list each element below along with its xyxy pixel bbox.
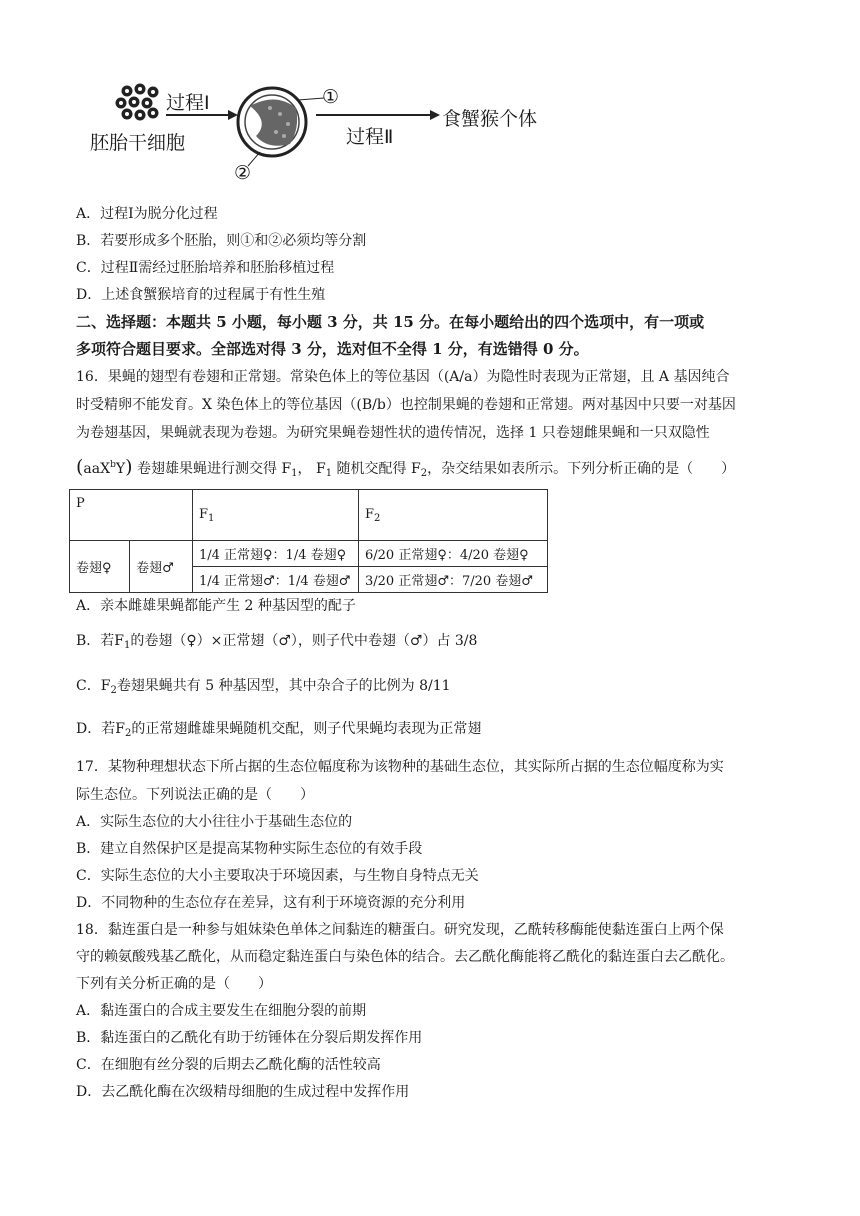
- q18-stem-line-2: 守的赖氨酸残基乙酰化，从而稳定黏连蛋白与染色体的结合。去乙酰化酶能将乙酰化的黏连蛋白去乙酰化。: [76, 949, 734, 965]
- q18-option-a: A．黏连蛋白的合成主要发生在细胞分裂的前期: [76, 1003, 367, 1019]
- q16-line4-a: 卷翅雄果蝇进行测交得: [136, 461, 277, 477]
- f2-symbol: $F_2$: [410, 461, 428, 479]
- table-header-p: P: [70, 490, 193, 541]
- q15-option-a: A．过程Ⅰ为脱分化过程: [76, 206, 218, 222]
- q17-option-a: A．实际生态位的大小往往小于基础生态位的: [76, 814, 353, 830]
- q15-option-c: C．过程Ⅱ需经过胚胎培养和胚胎移植过程: [76, 260, 335, 276]
- q17-option-d: D．不同物种的生态位存在差异，这有利于环境资源的充分利用: [76, 895, 466, 911]
- q17-stem-line-1: 17．某物种理想状态下所占据的生态位幅度称为该物种的基础生态位，其实际所占据的生态位幅度称为实: [76, 759, 724, 775]
- q16-option-c: C．$F_2$卷翅果蝇共有 5 种基因型，其中杂合子的比例为 8/11: [76, 678, 451, 696]
- marker-1: ①: [322, 86, 340, 108]
- q16-line4-c: 随机交配得: [336, 461, 407, 477]
- table-p-female: 卷翅♀: [70, 541, 130, 593]
- genotype-aax: aaX: [83, 461, 111, 477]
- q18-stem-line-1: 18．黏连蛋白是一种参与姐妹染色单体之间黏连的糖蛋白。研究发现，乙酰转移酶能使黏连蛋白上两个保: [76, 922, 724, 938]
- f2-symbol: $F_2$: [115, 721, 132, 739]
- q16-line4-d: ，杂交结果如表所示。下列分析正确的是（ ）: [427, 461, 736, 477]
- section-heading-line-1: 二、选择题：本题共 5 小题，每小题 3 分，共 15 分。在每小题给出的四个选项中，有一项或: [76, 313, 705, 331]
- table-f1-male: 1/4 正常翅♂：1/4 卷翅♂: [193, 567, 359, 593]
- process-2-label: 过程Ⅱ: [346, 126, 394, 148]
- marker-2: ②: [234, 162, 252, 184]
- q16-stem-line-2: 时受精卵不能发育。X 染色体上的等位基因（(B/b）也控制果蝇的卷翅和正常翅。两对基因中只要一对基因: [76, 397, 736, 413]
- q16-stem-line-1: 16．果蝇的翅型有卷翅和正常翅。常染色体上的等位基因（(A/a）为隐性时表现为正常翅，且 A 基因纯合: [76, 369, 730, 385]
- f1-symbol: $F_1$: [281, 461, 298, 479]
- q18-stem-line-3: 下列有关分析正确的是（ ）: [76, 976, 272, 992]
- process-1-label: 过程Ⅰ: [166, 92, 210, 114]
- q18-option-b: B．黏连蛋白的乙酰化有助于纺锤体在分裂后期发挥作用: [76, 1030, 423, 1046]
- genotype-close-paren: ): [125, 456, 133, 478]
- q18-option-d: D．去乙酰化酶在次级精母细胞的生成过程中发挥作用: [76, 1084, 410, 1100]
- genotype-y: Y: [115, 461, 126, 477]
- genotype-sup-b: b: [110, 460, 116, 470]
- section-heading-line-2: 多项符合题目要求。全部选对得 3 分，选对但不全得 1 分，有选错得 0 分。: [76, 340, 589, 358]
- q16-option-b: B．若$F_1$的卷翅（♀）×正常翅（♂），则子代中卷翅（♂）占 3/8: [76, 633, 478, 651]
- q16-stem-line-3: 为卷翅基因，果蝇就表现为卷翅。为研究果蝇卷翅性状的遗传情况，选择 1 只卷翅雌果蝇和一只双隐性: [76, 425, 710, 441]
- f1-symbol: $F_1$: [315, 461, 333, 479]
- q16-option-a: A．亲本雌雄果蝇都能产生 2 种基因型的配子: [76, 598, 356, 614]
- table-f2-male: 3/20 正常翅♂：7/20 卷翅♂: [359, 567, 548, 593]
- result-label: 食蟹猴个体: [442, 108, 538, 130]
- q16-line4-b: ，: [297, 461, 312, 477]
- q15-option-b: B．若要形成多个胚胎，则①和②必须均等分割: [76, 233, 367, 249]
- q17-stem-line-2: 际生态位。下列说法正确的是（ ）: [76, 787, 314, 803]
- f1-symbol: $F_1$: [114, 633, 131, 651]
- table-header-f2: $F_2$: [359, 490, 548, 541]
- f2-symbol: $F_2$: [100, 678, 117, 696]
- genotype-open-paren: (: [76, 456, 84, 478]
- q15-option-d: D．上述食蟹猴培育的过程属于有性生殖: [76, 287, 326, 303]
- q18-option-c: C．在细胞有丝分裂的后期去乙酰化酶的活性较高: [76, 1057, 381, 1073]
- table-p-male: 卷翅♂: [130, 541, 193, 593]
- q16-option-d: D．若$F_2$的正常翅雌雄果蝇随机交配，则子代果蝇均表现为正常翅: [76, 721, 482, 739]
- q17-option-b: B．建立自然保护区是提高某物种实际生态位的有效手段: [76, 841, 423, 857]
- q16-stem-line-4: [76, 455, 735, 484]
- table-f1-female: 1/4 正常翅♀：1/4 卷翅♀: [193, 541, 359, 567]
- q17-option-c: C．实际生态位的大小主要取决于环境因素，与生物自身特点无关: [76, 868, 479, 884]
- cross-results-table: [69, 489, 548, 593]
- source-label: 胚胎干细胞: [90, 132, 186, 154]
- table-f2-female: 6/20 正常翅♀：4/20 卷翅♀: [359, 541, 548, 567]
- table-header-f1: $F_1$: [193, 490, 359, 541]
